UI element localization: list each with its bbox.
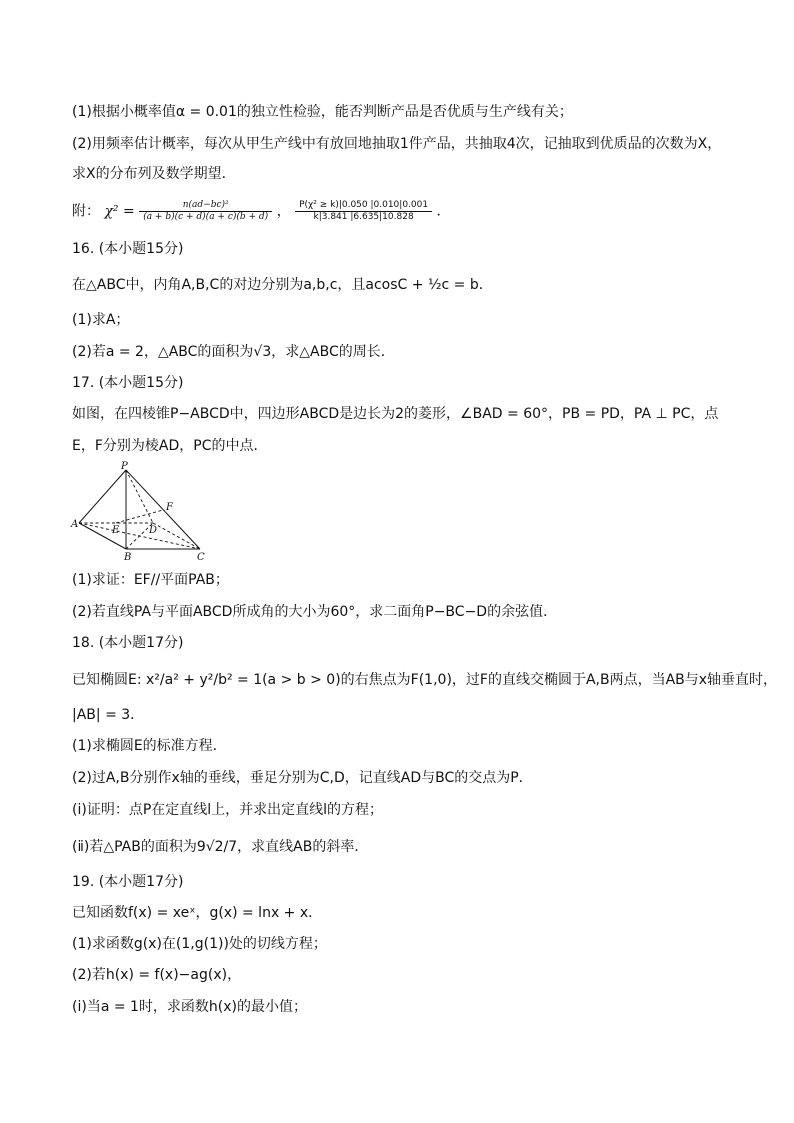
text-line: (1)求A；: [72, 312, 130, 328]
vertex-label-c: C: [197, 552, 205, 563]
text-line: E，F分别为棱AD，PC的中点．: [72, 438, 268, 454]
text-line: |AB| = 3．: [72, 707, 145, 723]
chi-square-lhs: χ² =: [104, 203, 135, 220]
text-line: (2)若直线PA与平面ABCD所成角的大小为60°，求二面角P−BC−D的余弦值．: [72, 604, 558, 620]
vertex-label-e: E: [112, 525, 120, 536]
chi-square-numerator: n(ad−bc)²: [182, 200, 229, 210]
vertex-label-a: A: [71, 519, 79, 530]
vertex-label-f: F: [166, 502, 173, 513]
text-line: (1)根据小概率值α = 0.01的独立性检验，能否判断产品是否优质与生产线有关；: [72, 104, 573, 120]
text-line: (i)当a = 1时，求函数h(x)的最小值；: [72, 999, 308, 1015]
text-line: 如图，在四棱锥P−ABCD中，四边形ABCD是边长为2的菱形，∠BAD = 60°，PB = PD，PA ⊥ PC，点: [72, 406, 719, 422]
table-row-probability: P(χ² ≥ k)|0.050 |0.010|0.001: [299, 200, 429, 210]
critical-value-table: [295, 200, 432, 223]
text-line: (2)用频率估计概率，每次从甲生产线中有放回地抽取1件产品，共抽取4次，记抽取到优质品的次数为X，: [72, 136, 722, 152]
separator: ，: [276, 203, 291, 220]
chi-square-denominator: (a + b)(c + d)(a + c)(b + d): [139, 211, 272, 223]
question-header: 16. (本小题15分): [72, 241, 184, 257]
text-line: 在△ABC中，内角A,B,C的对边分别为a,b,c，且acosC + ½c = b．: [72, 277, 493, 293]
pyramid-figure: [68, 460, 218, 565]
text-line: (1)求椭圆E的标准方程．: [72, 738, 227, 754]
text-line: (ⅰ)证明：点P在定直线l上，并求出定直线l的方程；: [72, 802, 384, 818]
formula-appendix: [72, 200, 451, 230]
text-line: 已知椭圆E: x²/a² + y²/b² = 1(a > b > 0)的右焦点为F(1,0)，过F的直线交椭圆于A,B两点，当AB与x轴垂直时，: [72, 672, 778, 688]
question-header: 18. (本小题17分): [72, 635, 184, 651]
text-line: (1)求函数g(x)在(1,g(1))处的切线方程；: [72, 936, 327, 952]
vertex-label-b: B: [124, 552, 132, 563]
text-line: (1)求证：EF//平面PAB；: [72, 572, 229, 588]
question-header: 17. (本小题15分): [72, 375, 184, 391]
table-row-k: k|3.841 |6.635|10.828: [295, 211, 432, 223]
vertex-label-p: P: [121, 461, 128, 472]
question-header: 19. (本小题17分): [72, 874, 184, 890]
text-line: (2)若h(x) = f(x)−ag(x)，: [72, 967, 242, 983]
text-line: (2)若a = 2，△ABC的面积为√3，求△ABC的周长．: [72, 344, 395, 360]
chi-square-fraction: [139, 200, 272, 223]
text-line: 求X的分布列及数学期望．: [72, 166, 236, 182]
text-line: 已知函数f(x) = xeˣ，g(x) = lnx + x．: [72, 905, 323, 921]
vertex-label-d: D: [149, 525, 158, 536]
appendix-end: ．: [436, 203, 451, 220]
text-line: (ⅱ)若△PAB的面积为9√2/7，求直线AB的斜率．: [72, 839, 369, 855]
text-line: (2)过A,B分别作x轴的垂线，垂足分别为C,D，记直线AD与BC的交点为P．: [72, 770, 533, 786]
appendix-label: 附：: [72, 203, 100, 220]
